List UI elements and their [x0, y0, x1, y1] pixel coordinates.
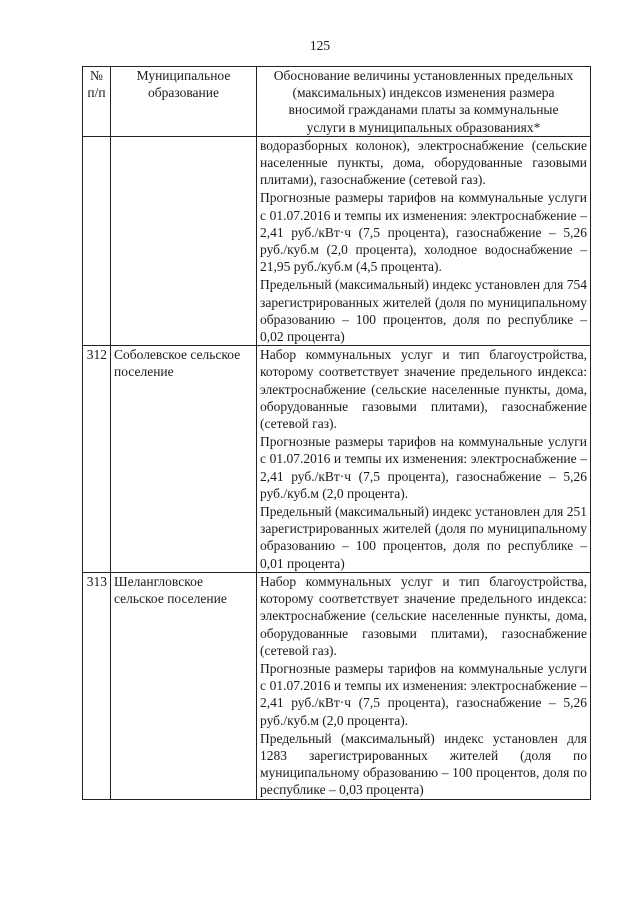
header-number: [83, 67, 111, 137]
table-header-row: [83, 67, 591, 137]
table-row: [83, 136, 591, 345]
row-number: 312: [83, 346, 111, 573]
header-municipality-line: Муниципальное: [136, 68, 231, 83]
header-number-line: п/п: [87, 85, 106, 101]
tariff-table: [82, 66, 591, 800]
table-row: [83, 572, 591, 799]
basis-paragraph: Прогнозные размеры тарифов на коммунальные услуги с 01.07.2016 и темпы их изменения: электроснабжение – 2,41 руб./кВт·ч (7,5 процента), газоснабжение – 5,26 руб./куб.м (2,0 процента), холодное водоснабжение – 21,95 руб./куб.м (4,5 процента).: [260, 190, 587, 275]
basis-paragraph: Предельный (максимальный) индекс установлен для 251 зарегистрированных жителей (доля по муниципальному образованию – 100 процентов, доля по республике – 0,01 процента): [260, 504, 587, 571]
row-municipality: [111, 136, 257, 345]
row-municipality: Шелангловское сельское поселение: [111, 572, 257, 799]
basis-paragraph: Прогнозные размеры тарифов на коммунальные услуги с 01.07.2016 и темпы их изменения: электроснабжение – 2,41 руб./кВт·ч (7,5 процента), газоснабжение – 5,26 руб./куб.м (2,0 процента).: [260, 434, 587, 501]
basis-paragraph: водоразборных колонок), электроснабжение (сельские населенные пункты, дома, оборудованные газовыми плитами), газоснабжение (сетевой газ).: [260, 137, 587, 188]
header-basis-line: Обоснование величины установленных предельных: [273, 68, 574, 83]
row-number: 313: [83, 572, 111, 799]
row-number: [83, 136, 111, 345]
row-basis: [257, 346, 591, 573]
row-basis: [257, 572, 591, 799]
header-basis: [257, 67, 591, 137]
basis-paragraph: Предельный (максимальный) индекс установлен для 754 зарегистрированных жителей (доля по муниципальному образованию – 100 процентов, доля по республике – 0,02 процента): [260, 277, 587, 345]
header-basis-line: вносимой гражданами платы за коммунальные: [288, 102, 559, 118]
header-number-line: №: [90, 68, 103, 83]
header-municipality: [111, 67, 257, 137]
page-number: 125: [309, 38, 331, 53]
row-municipality: Соболевское сельское поселение: [111, 346, 257, 573]
row-basis: [257, 136, 591, 345]
basis-paragraph: Прогнозные размеры тарифов на коммунальные услуги с 01.07.2016 и темпы их изменения: электроснабжение – 2,41 руб./кВт·ч (7,5 процента), газоснабжение – 5,26 руб./куб.м (2,0 процента).: [260, 660, 587, 728]
basis-paragraph: Предельный (максимальный) индекс установлен для 1283 зарегистрированных жителей (доля по муниципальному образованию – 100 процентов, доля по республике – 0,03 процента): [260, 730, 587, 798]
table-row: [83, 346, 591, 573]
basis-paragraph: Набор коммунальных услуг и тип благоустройства, которому соответствует значение предельного индекса: электроснабжение (сельские населенные пункты, дома, оборудованные газовыми плитами), газоснабжение (сетевой газ).: [260, 573, 587, 658]
header-basis-line: (максимальных) индексов изменения размера: [292, 85, 555, 101]
header-municipality-line: образование: [148, 85, 219, 101]
header-basis-line: услуги в муниципальных образованиях*: [306, 119, 541, 135]
basis-paragraph: Набор коммунальных услуг и тип благоустройства, которому соответствует значение предельного индекса: электроснабжение (сельские населенные пункты, дома, оборудованные газовыми плитами), газоснабжение (сетевой газ).: [260, 347, 587, 432]
